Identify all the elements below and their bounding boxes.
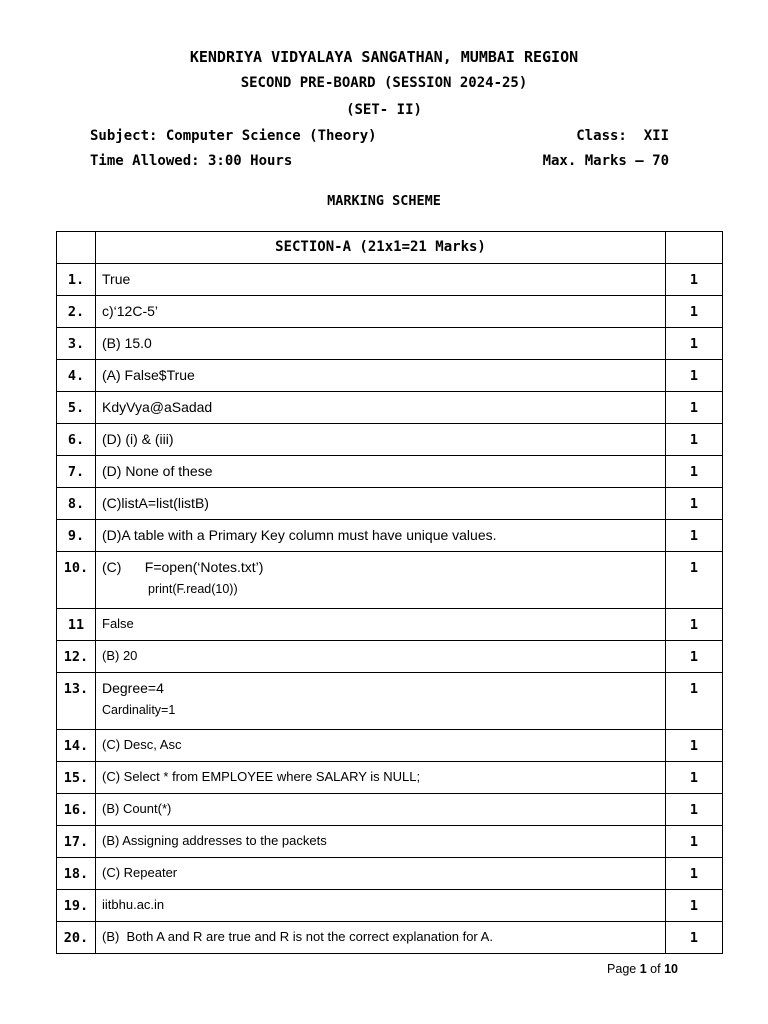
mark-cell: 1 [666,520,723,552]
table-row [57,858,723,890]
question-number: 11 [57,609,96,641]
answer-cell [96,264,666,296]
answer-cell [96,858,666,890]
mark-cell: 1 [666,488,723,520]
question-number: 3. [57,328,96,360]
answer-cell [96,826,666,858]
mark-cell: 1 [666,296,723,328]
question-number: 13. [57,673,96,730]
subject-label: Subject: Computer Science (Theory) [90,128,377,144]
mark-cell: 1 [666,762,723,794]
table-row [57,360,723,392]
question-number: 12. [57,641,96,673]
answer-text: (B) Both A and R are true and R is not the correct explanation for A. [102,929,493,944]
answer-cell [96,328,666,360]
answer-cell [96,673,666,730]
question-number: 17. [57,826,96,858]
mark-cell: 1 [666,922,723,954]
question-number: 15. [57,762,96,794]
question-number: 6. [57,424,96,456]
page-number: 1 [639,962,647,976]
table-row [57,641,723,673]
answer-text: (B) Assigning addresses to the packets [102,833,327,848]
answer-cell [96,762,666,794]
mark-cell: 1 [666,456,723,488]
answer-cell [96,360,666,392]
answer-text: (C)listA=list(listB) [102,495,209,511]
table-row [57,826,723,858]
question-number: 20. [57,922,96,954]
table-row [57,488,723,520]
max-marks: Max. Marks – 70 [542,153,669,169]
answer-text: iitbhu.ac.in [102,897,165,912]
exam-title: SECOND PRE-BOARD (SESSION 2024-25) [240,75,528,91]
question-number: 2. [57,296,96,328]
mark-cell: 1 [666,730,723,762]
page-footer [607,962,678,976]
class-label: Class: XII [576,128,669,144]
answer-cell [96,794,666,826]
table-row [57,762,723,794]
marking-scheme-title: MARKING SCHEME [327,193,441,209]
answer-text: (B) 20 [102,648,138,663]
mark-cell: 1 [666,424,723,456]
table-row [57,424,723,456]
mark-cell: 1 [666,609,723,641]
mark-cell: 1 [666,794,723,826]
answer-cell [96,424,666,456]
answer-text: (D)A table with a Primary Key column must have unique values. [102,527,497,543]
question-number: 16. [57,794,96,826]
table-row [57,296,723,328]
answer-text: Degree=4 [102,680,164,696]
of-label: of [650,962,661,976]
mark-cell: 1 [666,826,723,858]
answer-text: False [102,616,134,631]
table-row [57,730,723,762]
table-row [57,673,723,730]
mark-cell: 1 [666,328,723,360]
table-row [57,890,723,922]
question-number: 8. [57,488,96,520]
mark-cell: 1 [666,890,723,922]
mark-cell: 1 [666,360,723,392]
answer-cell [96,641,666,673]
question-number: 5. [57,392,96,424]
org-title: KENDRIYA VIDYALAYA SANGATHAN, MUMBAI REGION [189,48,579,66]
answer-text: (C) Desc, Asc [102,737,182,752]
question-number: 10. [57,552,96,609]
answer-subline: Cardinality=1 [102,703,176,717]
mark-cell: 1 [666,673,723,730]
question-number: 19. [57,890,96,922]
table-row [57,922,723,954]
table-row [57,392,723,424]
answer-cell [96,730,666,762]
section-mark-cell [666,232,723,264]
marking-scheme-table [56,231,723,954]
mark-cell: 1 [666,858,723,890]
answer-cell [96,392,666,424]
table-row [57,328,723,360]
time-allowed: Time Allowed: 3:00 Hours [90,153,293,169]
answer-text: c)‘12C-5’ [102,303,159,319]
table-row [57,520,723,552]
table-row [57,609,723,641]
mark-cell: 1 [666,641,723,673]
question-number: 14. [57,730,96,762]
answer-text: (D) (i) & (iii) [102,431,174,447]
page-label: Page [607,962,637,976]
table-row [57,456,723,488]
set-label: (SET- II) [346,102,422,118]
page-total: 10 [664,962,678,976]
answer-text: (D) None of these [102,463,213,479]
answer-text: KdyVya@aSadad [102,399,213,415]
mark-cell: 1 [666,552,723,609]
mark-cell: 1 [666,264,723,296]
answer-text: (C) F=open(‘Notes.txt’) [102,559,264,575]
answer-text: (C) Repeater [102,865,178,880]
answer-cell [96,552,666,609]
answer-cell [96,520,666,552]
answer-cell [96,296,666,328]
section-header-row [57,232,723,264]
answer-text: (B) Count(*) [102,801,172,816]
answer-cell [96,922,666,954]
answer-cell [96,456,666,488]
answer-subline: print(F.read(10)) [148,582,238,596]
mark-cell: 1 [666,392,723,424]
question-number: 4. [57,360,96,392]
table-row [57,552,723,609]
question-number: 1. [57,264,96,296]
section-num-cell [57,232,96,264]
table-row [57,264,723,296]
answer-text: (C) Select * from EMPLOYEE where SALARY is NULL; [102,769,421,784]
answer-cell [96,609,666,641]
question-number: 9. [57,520,96,552]
answer-text: True [102,271,131,287]
answer-cell [96,890,666,922]
answer-text: (A) False$True [102,367,195,383]
section-title: SECTION-A (21x1=21 Marks) [96,232,666,264]
answer-text: (B) 15.0 [102,335,152,351]
table-row [57,794,723,826]
question-number: 7. [57,456,96,488]
question-number: 18. [57,858,96,890]
answer-cell [96,488,666,520]
